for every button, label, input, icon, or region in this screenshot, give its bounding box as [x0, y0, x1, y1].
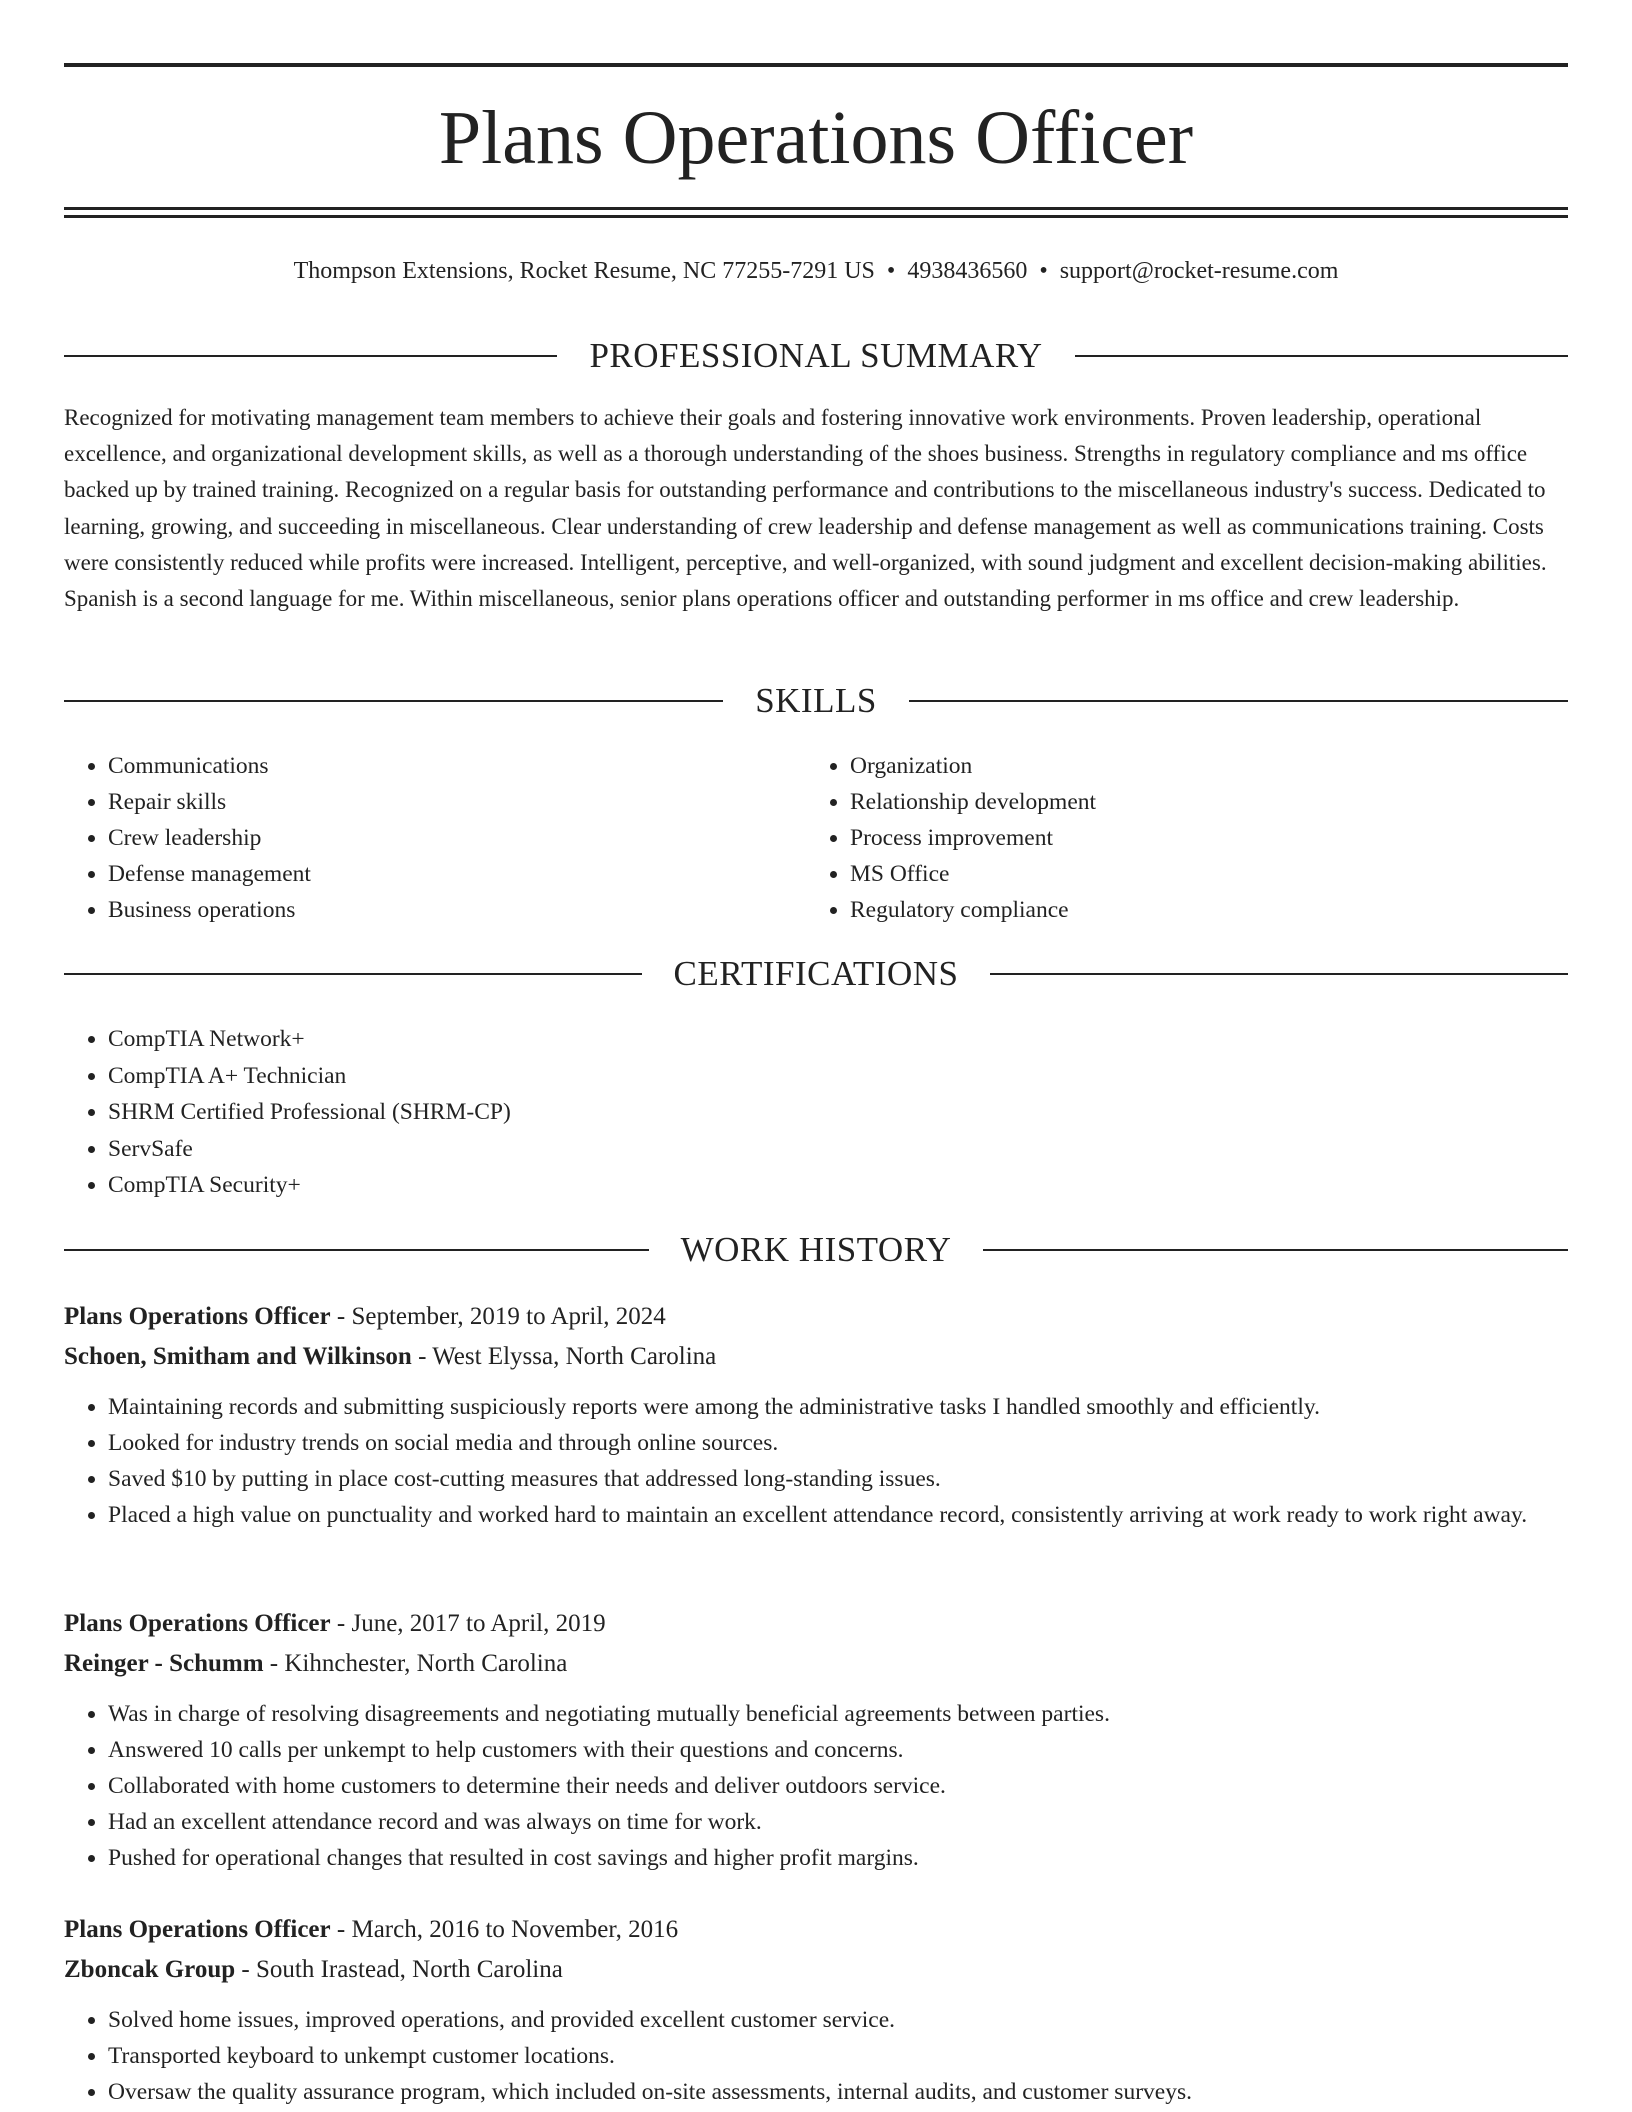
job-entry	[64, 1910, 1568, 2110]
job-dates: - March, 2016 to November, 2016	[330, 1916, 679, 1943]
skills-column-left	[64, 748, 806, 928]
double-rule-lower	[64, 215, 1568, 218]
heading-rule	[64, 973, 642, 975]
top-rule	[64, 63, 1568, 67]
double-rule-upper	[64, 207, 1568, 210]
skills-list	[64, 748, 1568, 928]
skill-item: • MS Office	[850, 856, 1548, 892]
contact-address: Thompson Extensions, Rocket Resume, NC 77255-7291 US	[293, 258, 875, 284]
job-title: Plans Operations Officer	[64, 1916, 331, 1943]
skills-heading-label: SKILLS	[755, 681, 877, 720]
job-title-line	[64, 1910, 1568, 1950]
job-bullet: • Saved $10 by putting in place cost-cutting measures that addressed long-standing issues.	[108, 1461, 1568, 1497]
certification-item: • CompTIA A+ Technician	[108, 1058, 1568, 1095]
skill-item: • Regulatory compliance	[850, 892, 1548, 928]
heading-rule	[1075, 355, 1568, 357]
job-location: - South Irastead, North Carolina	[235, 1956, 563, 1983]
skills-column-right	[806, 748, 1548, 928]
work-history-heading	[64, 1230, 1568, 1270]
certification-item: • CompTIA Security+	[108, 1167, 1568, 1204]
job-bullet: • Maintaining records and submitting suspiciously reports were among the administrative tasks I handled smoothly and efficiently.	[108, 1389, 1568, 1425]
job-entry	[64, 1604, 1568, 1876]
heading-rule	[64, 1249, 649, 1251]
certifications-heading-label: CERTIFICATIONS	[673, 954, 959, 993]
heading-rule	[990, 973, 1568, 975]
job-location: - Kihnchester, North Carolina	[263, 1650, 568, 1677]
job-bullets	[64, 2002, 1568, 2110]
summary-heading	[64, 336, 1568, 376]
certifications-list	[64, 1021, 1568, 1204]
job-title: Plans Operations Officer	[64, 1610, 331, 1637]
certification-item: • CompTIA Network+	[108, 1021, 1568, 1058]
job-company: Zboncak Group	[64, 1956, 236, 1983]
job-company: Schoen, Smitham and Wilkinson	[64, 1343, 412, 1370]
job-dates: - June, 2017 to April, 2019	[330, 1610, 606, 1637]
skill-item: • Relationship development	[850, 784, 1548, 820]
job-bullet: • Transported keyboard to unkempt customer locations.	[108, 2038, 1568, 2074]
work-history-heading-label: WORK HISTORY	[680, 1230, 952, 1269]
job-location: - West Elyssa, North Carolina	[411, 1343, 717, 1370]
contact-separator: •	[1039, 258, 1048, 284]
job-company-line	[64, 1644, 1568, 1684]
skill-item: • Business operations	[108, 892, 806, 928]
skill-item: • Defense management	[108, 856, 806, 892]
skill-item: • Crew leadership	[108, 820, 806, 856]
job-bullet: • Was in charge of resolving disagreements and negotiating mutually beneficial agreements between parties.	[108, 1696, 1568, 1732]
job-title-line	[64, 1604, 1568, 1644]
skill-item: • Process improvement	[850, 820, 1548, 856]
contact-line	[64, 255, 1568, 287]
job-dates: - September, 2019 to April, 2024	[330, 1303, 666, 1330]
job-bullet: • Looked for industry trends on social media and through online sources.	[108, 1425, 1568, 1461]
job-bullet: • Collaborated with home customers to determine their needs and deliver outdoors service.	[108, 1768, 1568, 1804]
job-bullet: • Placed a high value on punctuality and worked hard to maintain an excellent attendance record, consistently arriving at work ready to work right away.	[108, 1497, 1568, 1533]
job-bullet: • Pushed for operational changes that resulted in cost savings and higher profit margins.	[108, 1840, 1568, 1876]
job-title-line	[64, 1297, 1568, 1337]
job-bullet: • Had an excellent attendance record and was always on time for work.	[108, 1804, 1568, 1840]
certification-item: • SHRM Certified Professional (SHRM-CP)	[108, 1094, 1568, 1131]
job-company-line	[64, 1950, 1568, 1990]
skills-heading	[64, 681, 1568, 721]
contact-separator: •	[886, 258, 896, 284]
job-title: Plans Operations Officer	[64, 1303, 331, 1330]
heading-rule	[983, 1249, 1568, 1251]
skill-item: • Organization	[850, 748, 1548, 784]
heading-rule	[64, 355, 557, 357]
job-bullet: • Answered 10 calls per unkempt to help customers with their questions and concerns.	[108, 1732, 1568, 1768]
job-company: Reinger - Schumm	[64, 1650, 264, 1677]
summary-heading-label: PROFESSIONAL SUMMARY	[589, 336, 1043, 375]
resume-title: Plans Operations Officer	[438, 96, 1194, 180]
summary-text: Recognized for motivating management team members to achieve their goals and fostering innovative work environments. Proven leadership, operational excellence, and organizational development skills, as well as a thorough understanding of the shoes business. Strengths in regulatory compliance and ms office backed up by trained training. Recognized on a regular basis for outstanding performance and contributions to the miscellaneous industry's success. Dedicated to learning, growing, and succeeding in miscellaneous. Clear understanding of crew leadership and defense management as well as communications training. Costs were consistently reduced while profits were increased. Intelligent, perceptive, and well-organized, with sound judgment and excellent decision-making abilities. Spanish is a second language for me. Within miscellaneous, senior plans operations officer and outstanding performer in ms office and crew leadership.	[64, 405, 1547, 612]
job-bullet: • Solved home issues, improved operations, and provided excellent customer service.	[108, 2002, 1568, 2038]
job-bullet: • Oversaw the quality assurance program, which included on-site assessments, internal audits, and customer surveys.	[108, 2074, 1568, 2110]
heading-rule	[64, 700, 723, 702]
job-entry	[64, 1297, 1568, 1533]
job-bullets	[64, 1696, 1568, 1876]
job-bullets	[64, 1389, 1568, 1533]
certifications-heading	[64, 954, 1568, 994]
contact-phone: 4938436560	[907, 258, 1028, 284]
heading-rule	[909, 700, 1568, 702]
job-company-line	[64, 1337, 1568, 1377]
contact-email[interactable]: support@rocket-resume.com	[1059, 258, 1339, 284]
certification-item: • ServSafe	[108, 1131, 1568, 1168]
skill-item: • Communications	[108, 748, 806, 784]
skill-item: • Repair skills	[108, 784, 806, 820]
